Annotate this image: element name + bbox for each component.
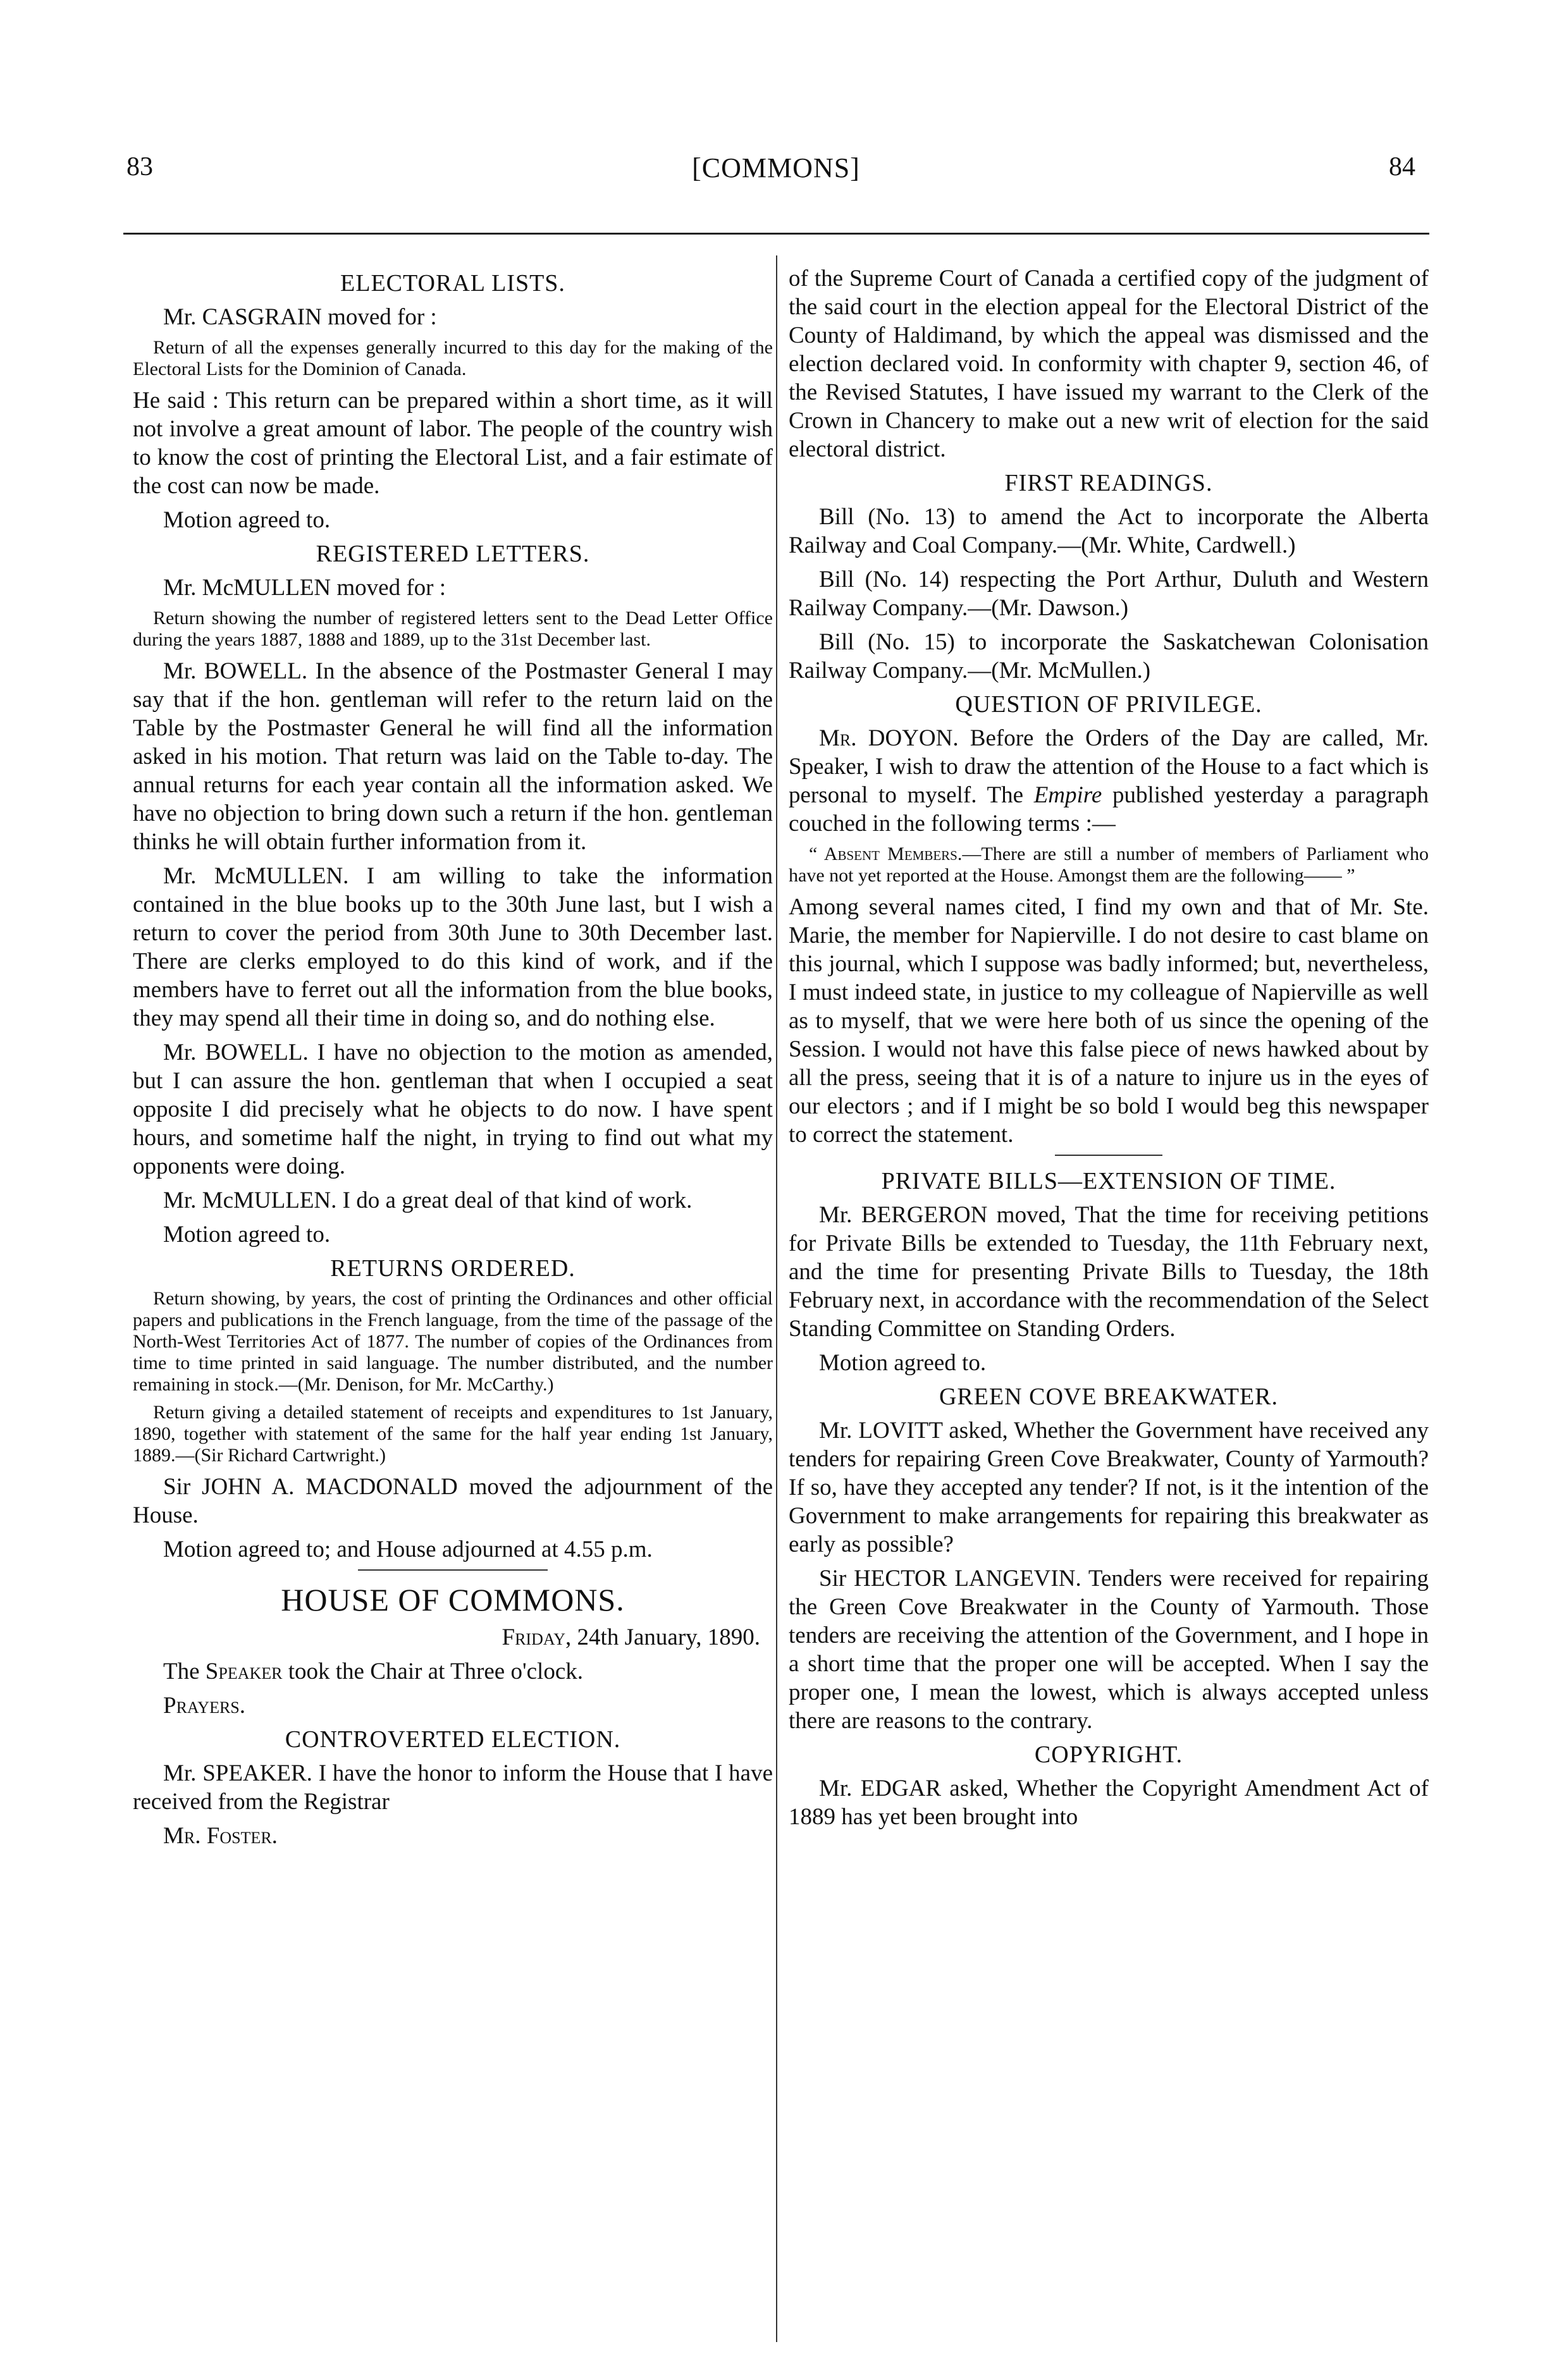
- paragraph: Mr. SPEAKER. I have the honor to inform the House that I have received from the Registrar: [133, 1760, 773, 1815]
- prayers-label: Prayers.: [163, 1693, 246, 1719]
- paragraph: Mr. LOVITT asked, Whether the Government have received any tenders for repairing Green Cove Breakwater, County of Yarmouth? If so, have they accepted any tender? If not, is it the intention of the Government to make arrangements for repairing this breakwater as early as possible?: [789, 1418, 1429, 1557]
- paragraph: Motion agreed to.: [163, 507, 331, 533]
- text-span: took the Chair at Three o'clock.: [282, 1659, 584, 1684]
- sitting-date-text: 24th January, 1890.: [571, 1624, 760, 1650]
- text-span: —There are still a number of members of Parliament who have not yet reported at the House. Amongst them are the following—— ”: [789, 843, 1429, 886]
- speaker-label: Speaker: [205, 1659, 283, 1684]
- paragraph: Mr. BOWELL. In the absence of the Postmaster General I may say that if the hon. gentleman will refer to the return laid on the Table by the Postmaster General he will find all the information asked in his motion. That return was laid on the Table to-day. The annual returns for each year contain all the information asked. We have no objection to bring down such a return if the hon. gentleman thinks he will obtain further information from it.: [133, 658, 773, 855]
- motion-text: Return of all the expenses generally incurred to this day for the making of the Electoral Lists for the Dominion of Canada.: [133, 337, 773, 379]
- paragraph: [789, 724, 1429, 838]
- page-header: [0, 152, 1552, 196]
- paragraph: He said : This return can be prepared within a short time, as it will not involve a great amount of labor. The people of the country wish to know the cost of printing the Electoral List, and a fair estimate of the cost can now be made.: [133, 388, 773, 499]
- paragraph: Motion agreed to.: [819, 1350, 987, 1376]
- paragraph: Mr. McMULLEN. I am willing to take the information contained in the blue books up to the 30th June last, but I wish a return to cover the period from 30th June to 30th December last. There are clerks employed to do this kind of work, and if the members have to ferret out all the information from the blue books, they may spend all their time in doing so, and do nothing else.: [133, 863, 773, 1031]
- sitting-day: Friday,: [502, 1624, 572, 1650]
- paragraph: Bill (No. 15) to incorporate the Saskatchewan Colonisation Railway Company.—(Mr. McMullen.): [789, 629, 1429, 684]
- page-number-right: 84: [1389, 152, 1415, 181]
- section-rule: [1055, 1155, 1162, 1156]
- paragraph: Motion agreed to.: [163, 1222, 331, 1248]
- speaker-chair-line: [133, 1657, 773, 1686]
- return-text: Return giving a detailed statement of receipts and expenditures to 1st January, 1890, together with statement of the same for the half year ending 1st January, 1889.—(Sir Richard Cartwright.): [133, 1402, 773, 1466]
- paragraph: Mr. EDGAR asked, Whether the Copyright Amendment Act of 1889 has yet been brought into: [789, 1776, 1429, 1830]
- paragraph: Mr. CASGRAIN moved for :: [163, 304, 437, 330]
- mr-label: Mr.: [819, 725, 857, 751]
- heading-green-cove-breakwater: GREEN COVE BREAKWATER.: [939, 1383, 1279, 1410]
- running-title: [COMMONS]: [692, 152, 860, 183]
- quoted-paragraph: [789, 843, 1429, 886]
- text-span: DOYON. Before the Orders of the Day are called, Mr. Speaker, I wish to draw the attention of the House to a fact which is personal to myself. The: [789, 725, 1429, 808]
- header-rule: [123, 233, 1429, 235]
- motion-text: Return showing the number of registered letters sent to the Dead Letter Office during the years 1887, 1888 and 1889, up to the 31st December last.: [133, 608, 773, 650]
- heading-controverted-election: CONTROVERTED ELECTION.: [285, 1726, 621, 1753]
- paragraph: Bill (No. 13) to amend the Act to incorporate the Alberta Railway and Coal Company.—(Mr. White, Cardwell.): [789, 504, 1429, 558]
- left-column: [133, 264, 773, 1856]
- heading-returns-ordered: RETURNS ORDERED.: [330, 1255, 576, 1282]
- newspaper-name: Empire: [1033, 782, 1102, 808]
- paragraph: of the Supreme Court of Canada a certified copy of the judgment of the said court in the election appeal for the Electoral District of the County of Haldimand, by which the appeal was dismissed and the election declared void. In conformity with chapter 9, section 46, of the Revised Statutes, I have issued my warrant to the Clerk of the Crown in Chancery to make out a new writ of election for the said electoral district.: [789, 266, 1429, 462]
- heading-first-readings: FIRST READINGS.: [1004, 470, 1213, 496]
- paragraph: Mr. BERGERON moved, That the time for receiving petitions for Private Bills be extended to Tuesday, the 11th February next, and the time for presenting Private Bills to Tuesday, the 18th February next, in accordance with the recommendation of the Select Standing Committee on Standing Orders.: [789, 1202, 1429, 1342]
- text-span: published yesterday a paragraph couched in the following terms :—: [789, 782, 1429, 837]
- text-span: The: [163, 1659, 206, 1684]
- heading-electoral-lists: ELECTORAL LISTS.: [340, 270, 565, 297]
- paragraph: Mr. McMULLEN moved for :: [163, 575, 447, 601]
- paragraph: Motion agreed to; and House adjourned at 4.55 p.m.: [163, 1537, 653, 1562]
- paragraph: Bill (No. 14) respecting the Port Arthur, Duluth and Western Railway Company.—(Mr. Dawson.): [789, 567, 1429, 621]
- foster-note: Mr. Foster.: [163, 1823, 278, 1849]
- paragraph: Sir JOHN A. MACDONALD moved the adjournment of the House.: [133, 1474, 773, 1528]
- paragraph: Mr. McMULLEN. I do a great deal of that kind of work.: [163, 1187, 693, 1213]
- heading-question-of-privilege: QUESTION OF PRIVILEGE.: [955, 691, 1262, 718]
- heading-registered-letters: REGISTERED LETTERS.: [316, 541, 590, 567]
- quote-lead: “ Absent Members.: [809, 843, 963, 864]
- paragraph: Among several names cited, I find my own and that of Mr. Ste. Marie, the member for Napierville. I do not desire to cast blame on this journal, which I suppose was badly informed; but, nevertheless, I must indeed state, in justice to my colleague of Napierville as well as to myself, that we were here both of us since the opening of the Session. I would not have this false piece of news hawked about by all the press, seeing that it is of a nature to injure us in the eyes of our electors ; and if I might be so bold I would beg this newspaper to correct the statement.: [789, 894, 1429, 1148]
- heading-private-bills: PRIVATE BILLS—EXTENSION OF TIME.: [881, 1168, 1336, 1194]
- paragraph: Mr. BOWELL. I have no objection to the motion as amended, but I can assure the hon. gentleman that when I occupied a seat opposite I did precisely what he objects to do now. I have spent hours, and sometime half the night, in trying to find out what my opponents were doing.: [133, 1040, 773, 1179]
- heading-copyright: COPYRIGHT.: [1034, 1741, 1183, 1768]
- heading-house-of-commons: HOUSE OF COMMONS.: [281, 1582, 625, 1617]
- return-text: Return showing, by years, the cost of printing the Ordinances and other official papers and publications in the French language, from the time of the passage of the North-West Territories Act of 1877. The number of copies of the Ordinances from time to time printed in said language. The number distributed, and the number remaining in stock.—(Mr. Denison, for Mr. McCarthy.): [133, 1288, 773, 1395]
- paragraph: Sir HECTOR LANGEVIN. Tenders were received for repairing the Green Cove Breakwater in the County of Yarmouth. Those tenders are receiving the attention of the Government, and I hope in a short time that the proper one will be accepted. When I say the proper one, I mean the lowest, which is always accepted unless there are reasons to the contrary.: [789, 1566, 1429, 1734]
- section-rule: [358, 1569, 548, 1571]
- right-column: [789, 264, 1429, 1837]
- page-number-left: 83: [126, 152, 153, 181]
- column-divider: [776, 255, 777, 2342]
- sitting-date: [133, 1623, 773, 1652]
